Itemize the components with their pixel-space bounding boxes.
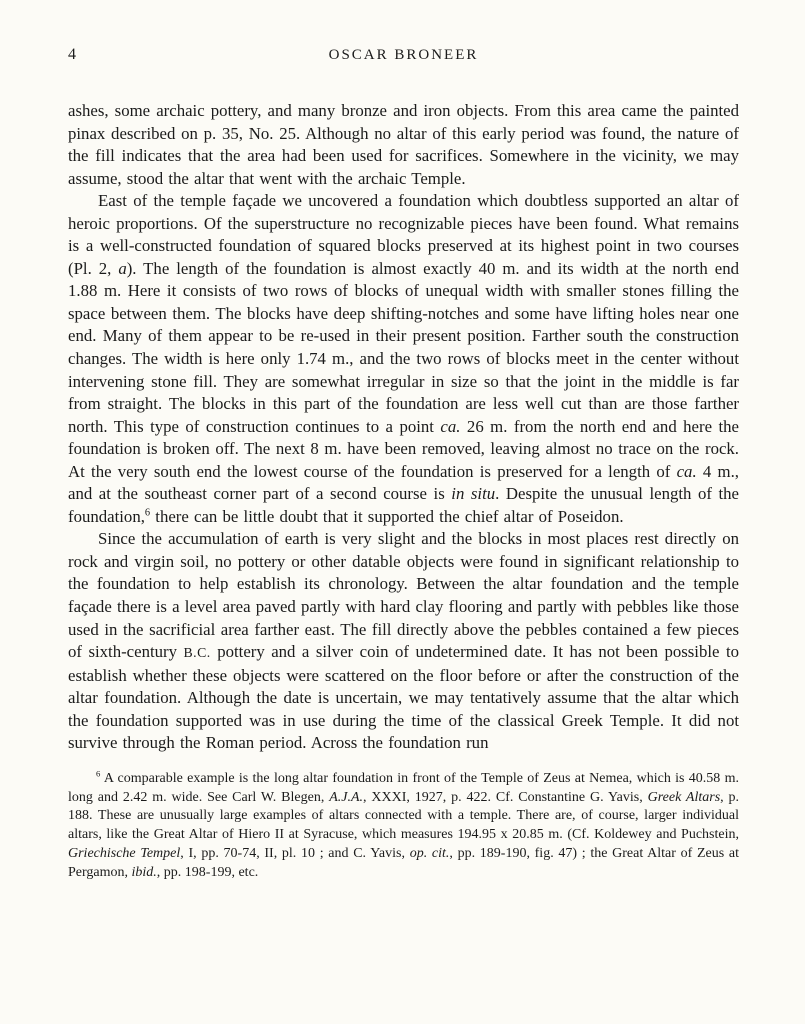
- text-run: , p. 188. These are unusually large examples of altars connected with a temple. There are, of course, larger individual altars, like the Great Altar of Hiero II at Syracuse, which measures 194.95 x 20.85 m. (Cf. Koldewey and Puchstein,: [68, 789, 740, 843]
- text-run: ca.: [676, 461, 697, 481]
- paragraph: [68, 528, 739, 754]
- page-header: [68, 46, 739, 68]
- text-run: 4 m., and at the southeast corner part of a second course is: [68, 461, 739, 504]
- text-run: A comparable example is the long altar foundation in front of the Temple of Zeus at Nemea, which is 40.58 m. long and 2.42 m. wide. See Carl W. Blegen,: [68, 770, 739, 805]
- paragraph: [68, 190, 739, 528]
- text-run: pottery and a silver coin of undetermined date. It has not been possible to establish whether these objects were scattered on the floor before or after the construction of the altar foundation. Although the date is uncertain, we may tentatively assume that the altar which the foundation supported was in use during the time of the classical Greek Temple. It did not survive through the Roman period. Across the foundation run: [68, 642, 739, 753]
- text-run: , I, pp. 70-74, II, pl. 10 ; and C. Yavis,: [180, 846, 410, 862]
- text-run: in situ: [451, 484, 496, 504]
- text-run: . Despite the unusual length of the foundation,: [68, 484, 740, 526]
- text-run: ). The length of the foundation is almost exactly 40 m. and its width at the north end 1.88 m. Here it consists of two rows of blocks of unequal width with smaller stones filling the space between them. The blocks have deep shifting-notches and some have lifting holes near one end. Many of them appear to be re-used in their present position. Farther south the construction changes. The width is here only 1.74 m., and the two rows of blocks meet in the center without intervening stone fill. They are somewhat irregular in size so that the joint in the middle is far from straight. The blocks in this part of the foundation are less well cut than are those farther north. This type of construction continues to a point: [68, 258, 740, 436]
- text-run: there can be little doubt that it supported the chief altar of Poseidon.: [150, 506, 624, 526]
- paragraph: [68, 100, 739, 190]
- footnote-marker: 6: [96, 768, 101, 779]
- text-run: ibid.: [131, 864, 157, 880]
- running-head: OSCAR BRONEER: [328, 47, 479, 63]
- text-run: Since the accumulation of earth is very slight and the blocks in most places rest directly on rock and virgin soil, no pottery or other datable objects were found in significant relationship to the foundation to help establish its chronology. Between the altar foundation and the temple façade there is a level area paved partly with hard clay flooring and partly with pebbles like those used in the sacrificial area farther east. The fill directly above the pebbles contained a few pieces of sixth-century: [68, 529, 739, 662]
- text-run: op. cit.: [409, 846, 450, 862]
- text-run: A.J.A.: [329, 789, 364, 805]
- text-run: , pp. 189-190, fig. 47) ; the Great Altar of Zeus at Pergamon,: [68, 846, 739, 880]
- text-run: East of the temple façade we uncovered a foundation which doubtless supported an altar of heroic proportions. Of the superstructure no recognizable pieces have been found. What remains is a well-constructed foundation of squared blocks preserved at its highest point in two courses (Pl. 2,: [68, 191, 739, 278]
- text-run: Greek Altars: [647, 789, 721, 805]
- text-run: a: [118, 258, 127, 278]
- text-run: , XXXI, 1927, p. 422. Cf. Constantine G. Yavis,: [363, 789, 648, 805]
- paragraph: [68, 770, 739, 883]
- footnote: [68, 770, 739, 883]
- text-run: 26 m. from the north end and here the foundation is broken off. The next 8 m. have been removed, leaving almost no trace on the rock. At the very south end the lowest course of the foundation is preserved for a length of: [68, 416, 740, 481]
- footnote-marker: 6: [144, 507, 151, 519]
- text-run: Griechische Tempel: [68, 846, 181, 862]
- text-run: B.C.: [183, 645, 211, 661]
- text-run: , pp. 198-199, etc.: [156, 864, 259, 880]
- body-text: [68, 100, 739, 755]
- text-run: ca.: [440, 416, 461, 436]
- page-number: 4: [68, 46, 76, 63]
- text-run: ashes, some archaic pottery, and many bronze and iron objects. From this area came the painted pinax described on p. 35, No. 25. Although no altar of this early period was found, the nature of the fill indicates that the area had been used for sacrifices. Somewhere in the vicinity, we may assume, stood the altar that went with the archaic Temple.: [68, 101, 739, 188]
